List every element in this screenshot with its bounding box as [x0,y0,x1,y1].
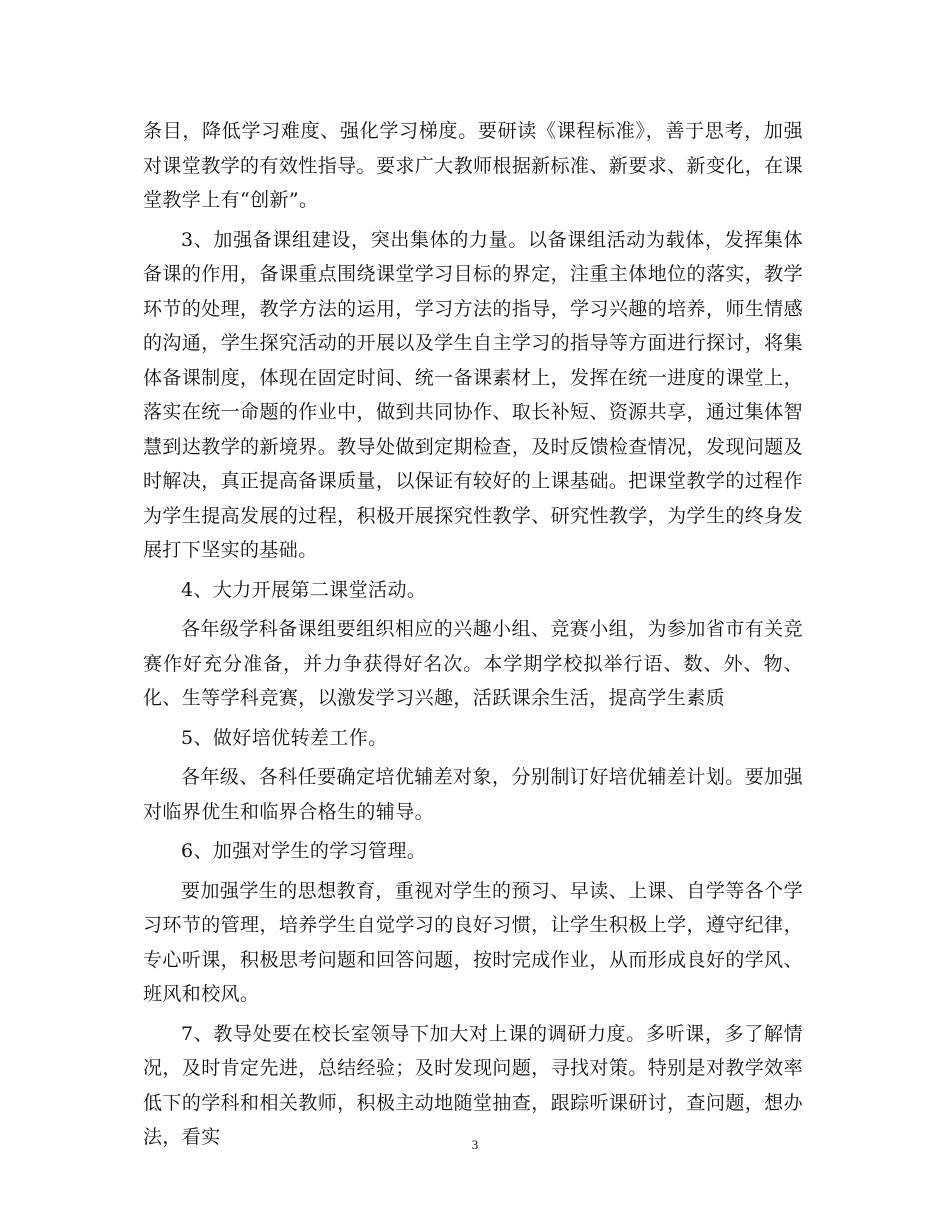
paragraph-item-3: 3、加强备课组建设，突出集体的力量。以备课组活动为载体，发挥集体备课的作用，备课重点围绕课堂学习目标的界定，注重主体地位的落实，教学环节的处理，教学方法的运用，学习方法的指导，学习兴趣的培养，师生情感的沟通，学生探究活动的开展以及学生自主学习的指导等方面进行探讨，将集体备课制度，体现在固定时间、统一备课素材上，发挥在统一进度的课堂上，落实在统一命题的作业中，做到共同协作、取长补短、资源共享，通过集体智慧到达教学的新境界。教导处做到定期检查，及时反馈检查情况，发现问题及时解决，真正提高备课质量，以保证有较好的上课基础。把课堂教学的过程作为学生提高发展的过程，积极开展探究性教学、研究性教学，为学生的终身发展打下坚实的基础。 [143,228,803,561]
page-number: 3 [471,1137,479,1152]
heading-item-6: 6、加强对学生的学习管理。 [181,840,427,862]
paragraph-item-5-body: 各年级、各科任要确定培优辅差对象，分别制订好培优辅差计划。要加强对临界优生和临界合格生的辅导。 [143,766,803,823]
heading-item-4: 4、大力开展第二课堂活动。 [181,578,427,601]
paragraph-item-7: 7、教导处要在校长室领导下加大对上课的调研力度。多听课，多了解情况，及时肯定先进，总结经验；及时发现问题，寻找对策。特别是对教学效率低下的学科和相关教师，积极主动地随堂抽查，跟踪听课研讨，查问题，想办法，看实 [143,1022,803,1148]
paragraph-item-6-body: 要加强学生的思想教育，重视对学生的预习、早读、上课、自学等各个学习环节的管理，培养学生自觉学习的良好习惯，让学生积极上学，遵守纪律，专心听课，积极思考问题和回答问题，按时完成作业，从而形成良好的学风、班风和校风。 [143,879,803,1005]
paragraph-item-4-body: 各年级学科备课组要组织相应的兴趣小组、竞赛小组，为参加省市有关竞赛作好充分准备，并力争获得好名次。本学期学校拟举行语、数、外、物、化、生等学科竞赛，以激发学习兴趣，活跃课余生活，提高学生素质 [143,618,803,709]
heading-item-5: 5、做好培优转差工作。 [181,726,388,749]
paragraph-continuation: 条目，降低学习难度、强化学习梯度。要研读《课程标准》，善于思考，加强对课堂教学的有效性指导。要求广大教师根据新标准、新要求、新变化，在课堂教学上有“创新”。 [143,120,803,211]
document-body [143,114,803,1160]
